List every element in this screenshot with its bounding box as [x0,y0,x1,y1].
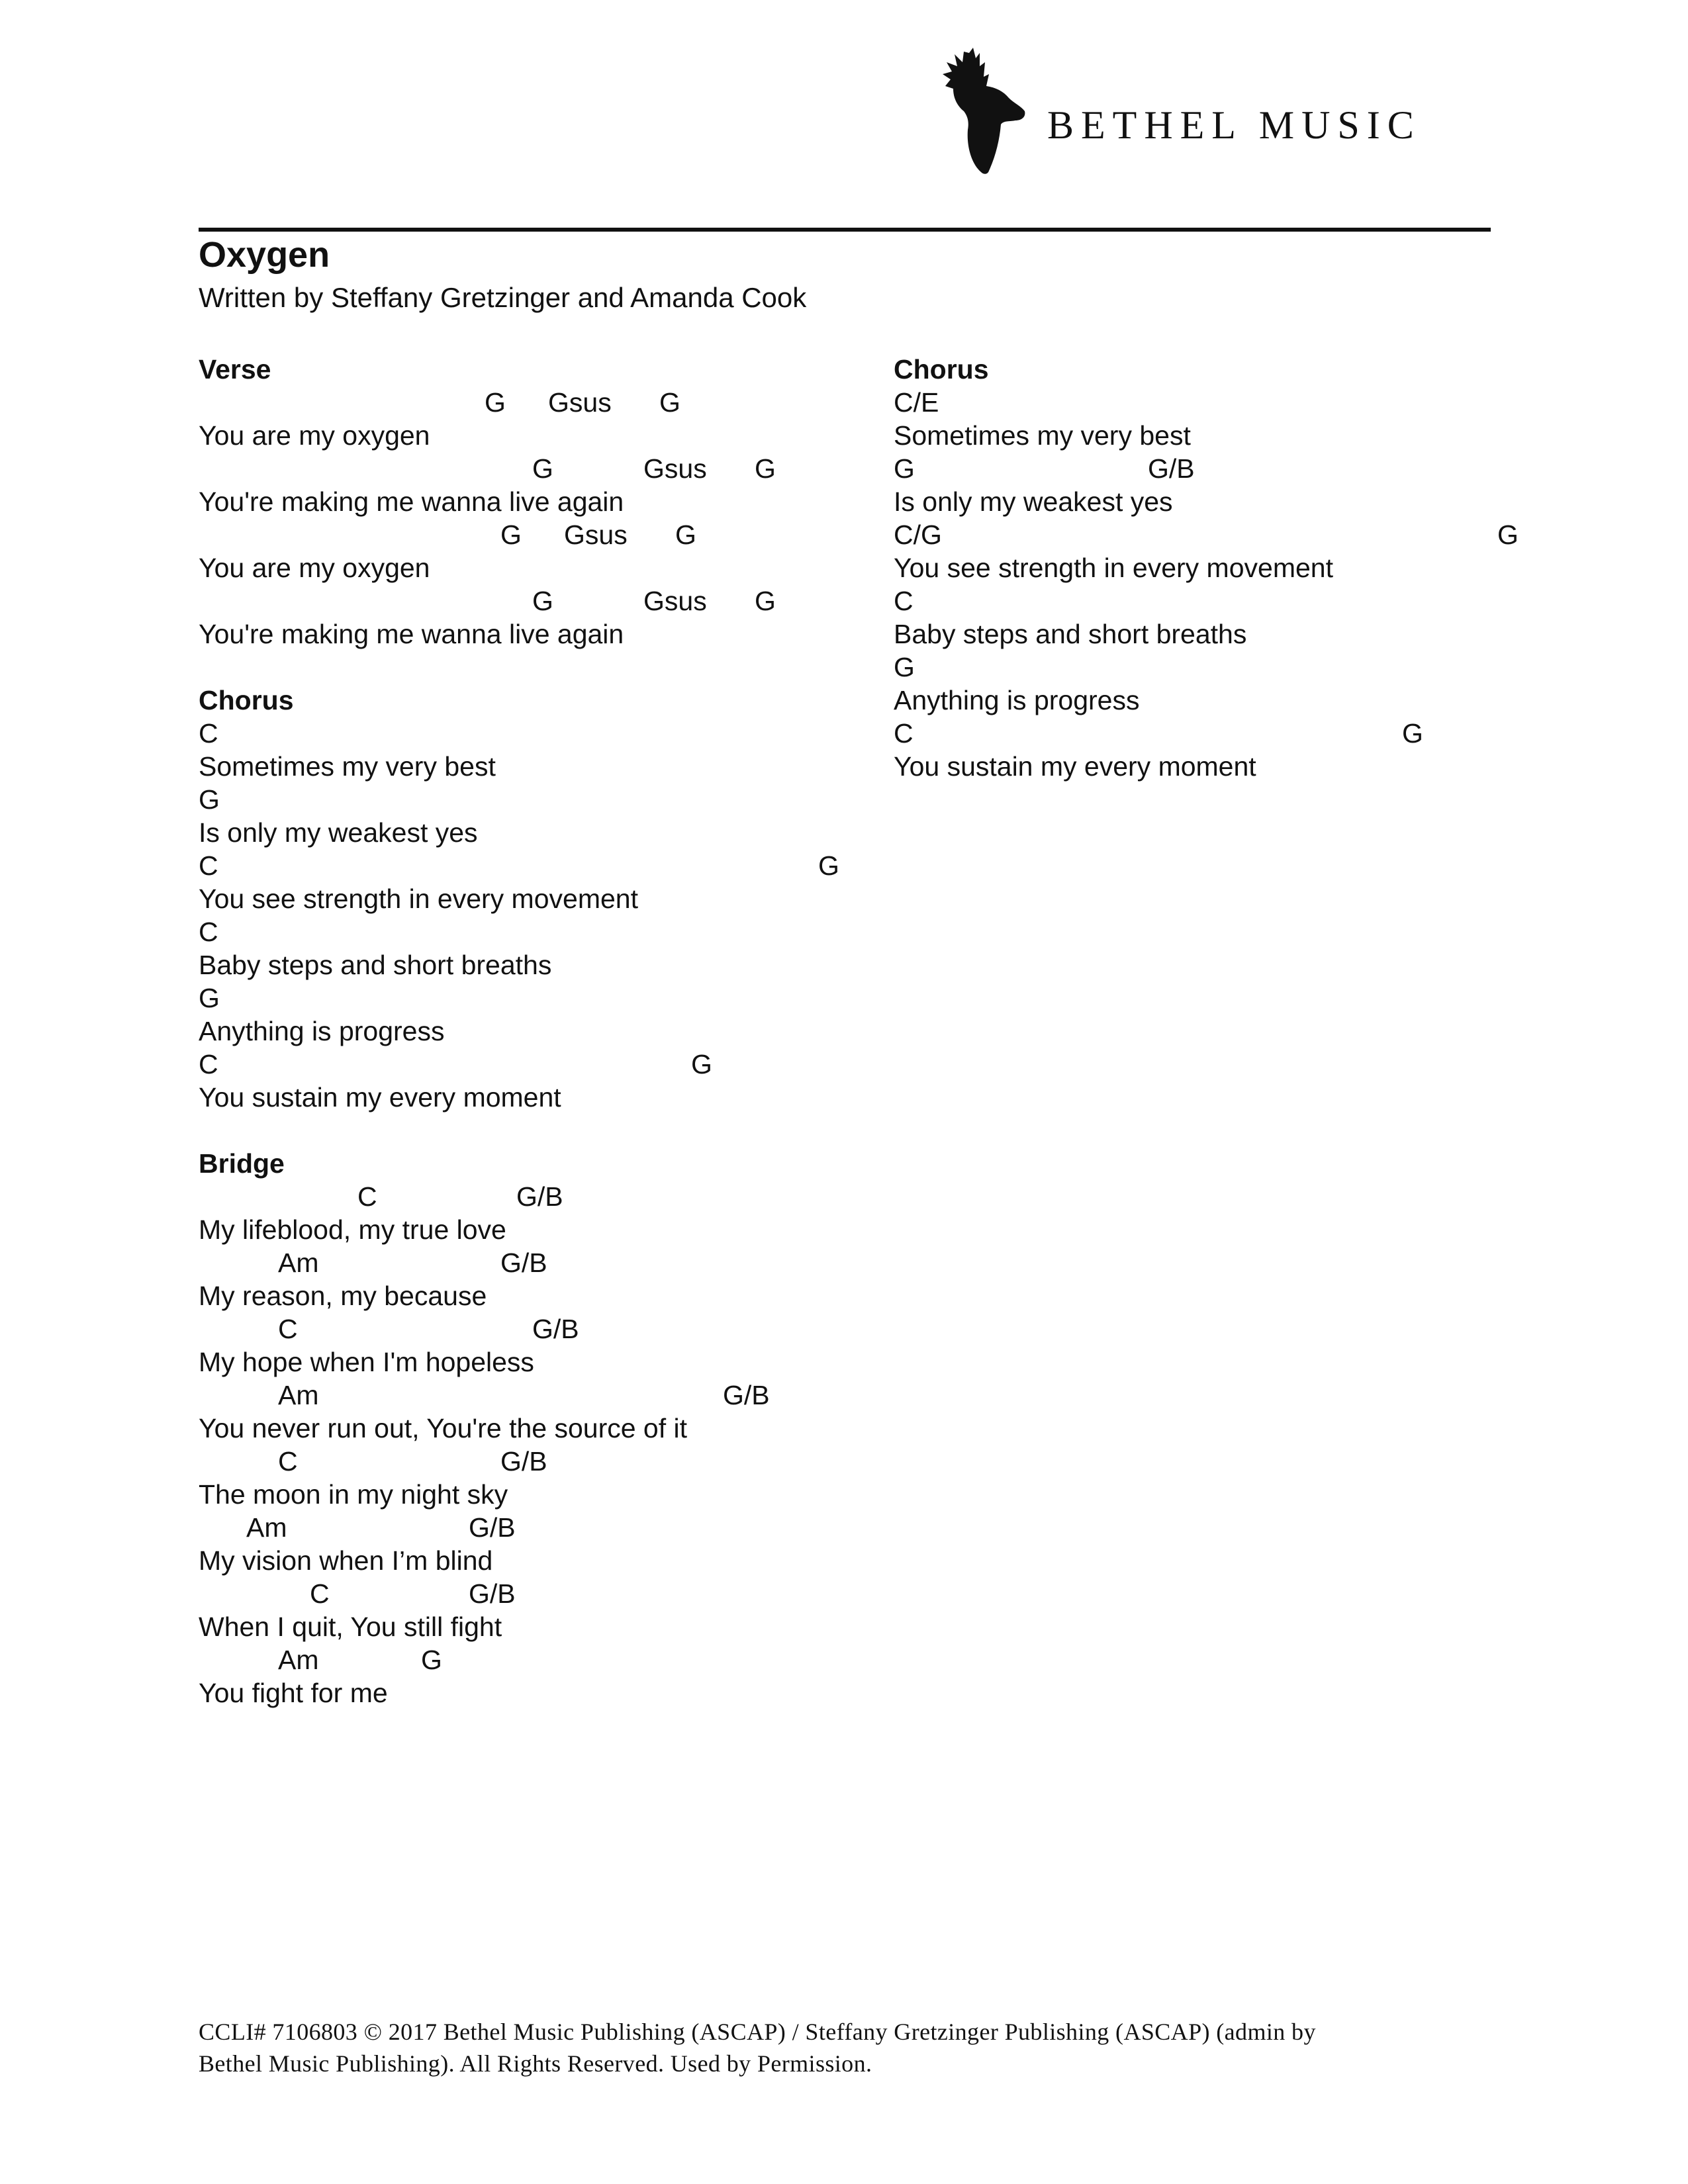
lyric-line: You fight for me [199,1678,388,1708]
chord-line [199,783,687,816]
song-section [199,684,839,1114]
chord: G [659,387,680,418]
chord: G [755,586,776,616]
chord-line [199,1180,687,1213]
chord: Am [278,1645,319,1675]
lyric-line: You never run out, You're the source of it [199,1413,687,1443]
chord: G/B [469,1512,516,1543]
chord: G [532,586,553,616]
lyric-line: My hope when I'm hopeless [199,1347,534,1377]
chord: Am [278,1380,319,1410]
lyric-line: You sustain my every moment [199,1082,561,1113]
chord-line [199,717,687,750]
stag-head-icon [940,48,1039,180]
chord: Gsus [548,387,612,418]
chord-line [199,1048,712,1081]
lyric-line: Sometimes my very best [199,751,496,782]
lyric-line: The moon in my night sky [199,1479,508,1510]
chord: G/B [469,1578,516,1609]
title-divider [199,228,1491,232]
lyric-line: Baby steps and short breaths [199,950,552,980]
chord: C [894,586,914,616]
chord: C [357,1181,377,1212]
lyric-line: Anything is progress [894,685,1140,715]
right-column [894,353,1519,816]
chord: C [310,1578,330,1609]
chord-line [199,1246,687,1279]
chord-line [199,915,687,948]
section-heading: Bridge [199,1148,285,1179]
chord: G/B [500,1446,547,1477]
chord-line [199,1511,687,1544]
chord: G/B [516,1181,563,1212]
chord: G [199,784,220,815]
chord-line [894,452,1333,485]
chord: C/G [894,520,942,550]
lyric-line: You see strength in every movement [199,884,638,914]
lyric-line: Sometimes my very best [894,420,1191,451]
chord: G [691,1049,712,1079]
lyric-line: You see strength in every movement [894,553,1333,583]
left-column [199,353,839,1743]
chord: G [199,983,220,1013]
chord: C [894,718,914,749]
section-heading: Verse [199,354,271,385]
lyric-line: Anything is progress [199,1016,445,1046]
chord: G/B [532,1314,579,1344]
chord: G/B [1148,453,1195,484]
copyright-line-2: Bethel Music Publishing). All Rights Reserved. Used by Permission. [199,2050,872,2077]
chord: Am [278,1248,319,1278]
chord: Am [246,1512,287,1543]
chord: G [818,850,839,881]
song-credit: Written by Steffany Gretzinger and Amanda Cook [199,282,807,313]
chord-line [199,1445,687,1478]
bethel-music-logo [940,48,1483,180]
chord-line [199,386,687,419]
lyric-line: You're making me wanna live again [199,486,624,517]
chord: G [1497,520,1519,550]
chord-line [894,717,1423,750]
song-section [199,353,776,651]
chord-line [199,981,687,1015]
chord-line [199,518,696,551]
chord: C/E [894,387,939,418]
chord: C [199,850,218,881]
chord-line [199,1379,770,1412]
chord: Gsus [643,453,707,484]
chord: G [1402,718,1423,749]
chord: C [278,1446,298,1477]
lyric-line: When I quit, You still fight [199,1612,502,1642]
chord: C [199,917,218,947]
chord-line [894,518,1519,551]
lyric-line: You sustain my every moment [894,751,1256,782]
chord: G [485,387,506,418]
lyric-line: My lifeblood, my true love [199,1214,506,1245]
copyright-footer [199,2016,1496,2079]
lyric-line: My vision when I’m blind [199,1545,493,1576]
copyright-line-1: CCLI# 7106803 © 2017 Bethel Music Publishing (ASCAP) / Steffany Gretzinger Publishing (ASCAP) (admin by [199,2019,1316,2045]
chord: G/B [500,1248,547,1278]
chord: G [532,453,553,484]
chord: Gsus [643,586,707,616]
song-section [199,1147,770,1709]
lyric-line: You are my oxygen [199,553,430,583]
chord: G/B [723,1380,770,1410]
lyric-line: Is only my weakest yes [894,486,1173,517]
chord-line [199,452,776,485]
chord: C [278,1314,298,1344]
lyric-line: You're making me wanna live again [199,619,624,649]
song-section [894,353,1519,783]
chord-line [894,651,1333,684]
chord: G [894,453,915,484]
chord-line [199,584,776,617]
lyric-line: Baby steps and short breaths [894,619,1247,649]
lyric-line: Is only my weakest yes [199,817,478,848]
chord: C [199,1049,218,1079]
chord-line [199,1312,687,1345]
chord: G [421,1645,442,1675]
chord: C [199,718,218,749]
chord-line [199,1577,687,1610]
brand-name: BETHEL MUSIC [1047,103,1421,147]
chord-line [894,386,1333,419]
chord: G [894,652,915,682]
section-heading: Chorus [199,685,294,715]
chord: G [500,520,522,550]
section-heading: Chorus [894,354,989,385]
chord-line [199,1643,687,1676]
song-title: Oxygen [199,235,330,275]
chord-line [894,584,1333,617]
chord: Gsus [564,520,628,550]
chord: G [675,520,696,550]
lyric-line: You are my oxygen [199,420,430,451]
lyric-line: My reason, my because [199,1281,487,1311]
chord-line [199,849,839,882]
chord: G [755,453,776,484]
